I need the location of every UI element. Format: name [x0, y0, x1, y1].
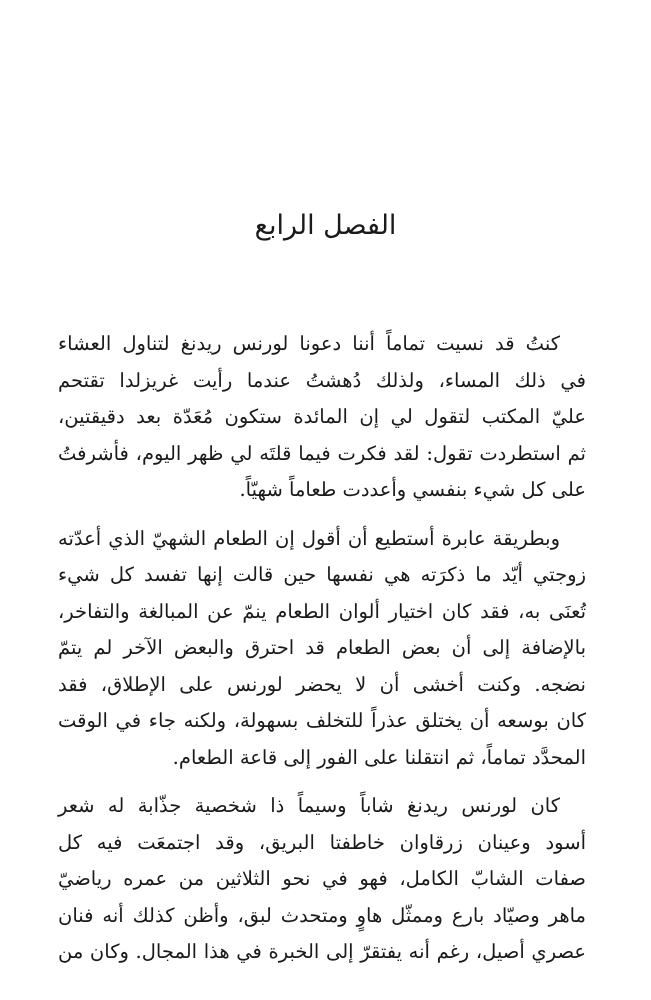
text-line: عصري أصيل، رغم أنه يفتقرّ إلى الخبرة في هذا المجال. وكان من — [58, 940, 586, 963]
text-line: كان بوسعه أن يختلق عذراً للتخلف بسهولة، ولكنه جاء في الوقت — [58, 709, 586, 732]
text-line: أسود وعينان زرقاوان خاطفتا البريق، وقد اجتمعَت فيه كل — [58, 830, 586, 854]
text-line: ماهر وصيّاد بارع وممثّل هاوٍ ومتحدث لبق، وأظن كذلك أنه فنان — [58, 903, 586, 927]
text-line: بالإضافة إلى أن بعض الطعام قد احترق والبعض الآخر لم يتمّ — [58, 636, 586, 659]
text-line: تُعنَى به، فقد كان اختيار ألوان الطعام ينمّ عن المبالغة والتفاخر، — [58, 599, 586, 623]
paragraph-3 — [58, 788, 586, 971]
text-line: كان لورنس ريدنغ شاباً وسيماً ذا شخصية جذّابة له شعر — [58, 794, 560, 817]
paragraph-1 — [58, 326, 586, 509]
text-line: نضجه. وكنت أخشى أن لا يحضر لورنس على الإطلاق، فقد — [58, 672, 586, 696]
text-line: صفات الشابّ الكامل، فهو في نحو الثلاثين من عمره رياضيّ — [58, 867, 586, 890]
text-line: زوجتي أيّد ما ذكرَته هي نفسها حين قالت إنها تفسد كل شيء — [58, 563, 586, 586]
body-text — [58, 326, 586, 983]
text-line: ثم استطردت تقول: لقد فكرت فيما قلتَه لي ظهر اليوم، فأشرفتُ — [58, 441, 586, 465]
text-line: كنتُ قد نسيت تماماً أننا دعونا لورنس ريدنغ لتناول العشاء — [58, 332, 560, 355]
chapter-title: الفصل الرابع — [254, 210, 397, 241]
text-line: عليّ المكتب لتقول لي إن المائدة ستكون مُعَدّة بعد دقيقتين، — [58, 405, 586, 428]
text-line: المحدَّد تماماً، ثم انتقلنا على الفور إلى قاعة الطعام. — [172, 745, 586, 769]
text-line: في ذلك المساء، ولذلك دُهشتُ عندما رأيت غريزلدا تقتحم — [58, 368, 586, 392]
text-line: وبطريقة عابرة أستطيع أن أقول إن الطعام الشهيّ الذي أعدّته — [58, 526, 560, 550]
paragraph-2 — [58, 521, 586, 777]
text-line: على كل شيء بنفسي وأعددت طعاماً شهيّاً. — [239, 478, 586, 501]
